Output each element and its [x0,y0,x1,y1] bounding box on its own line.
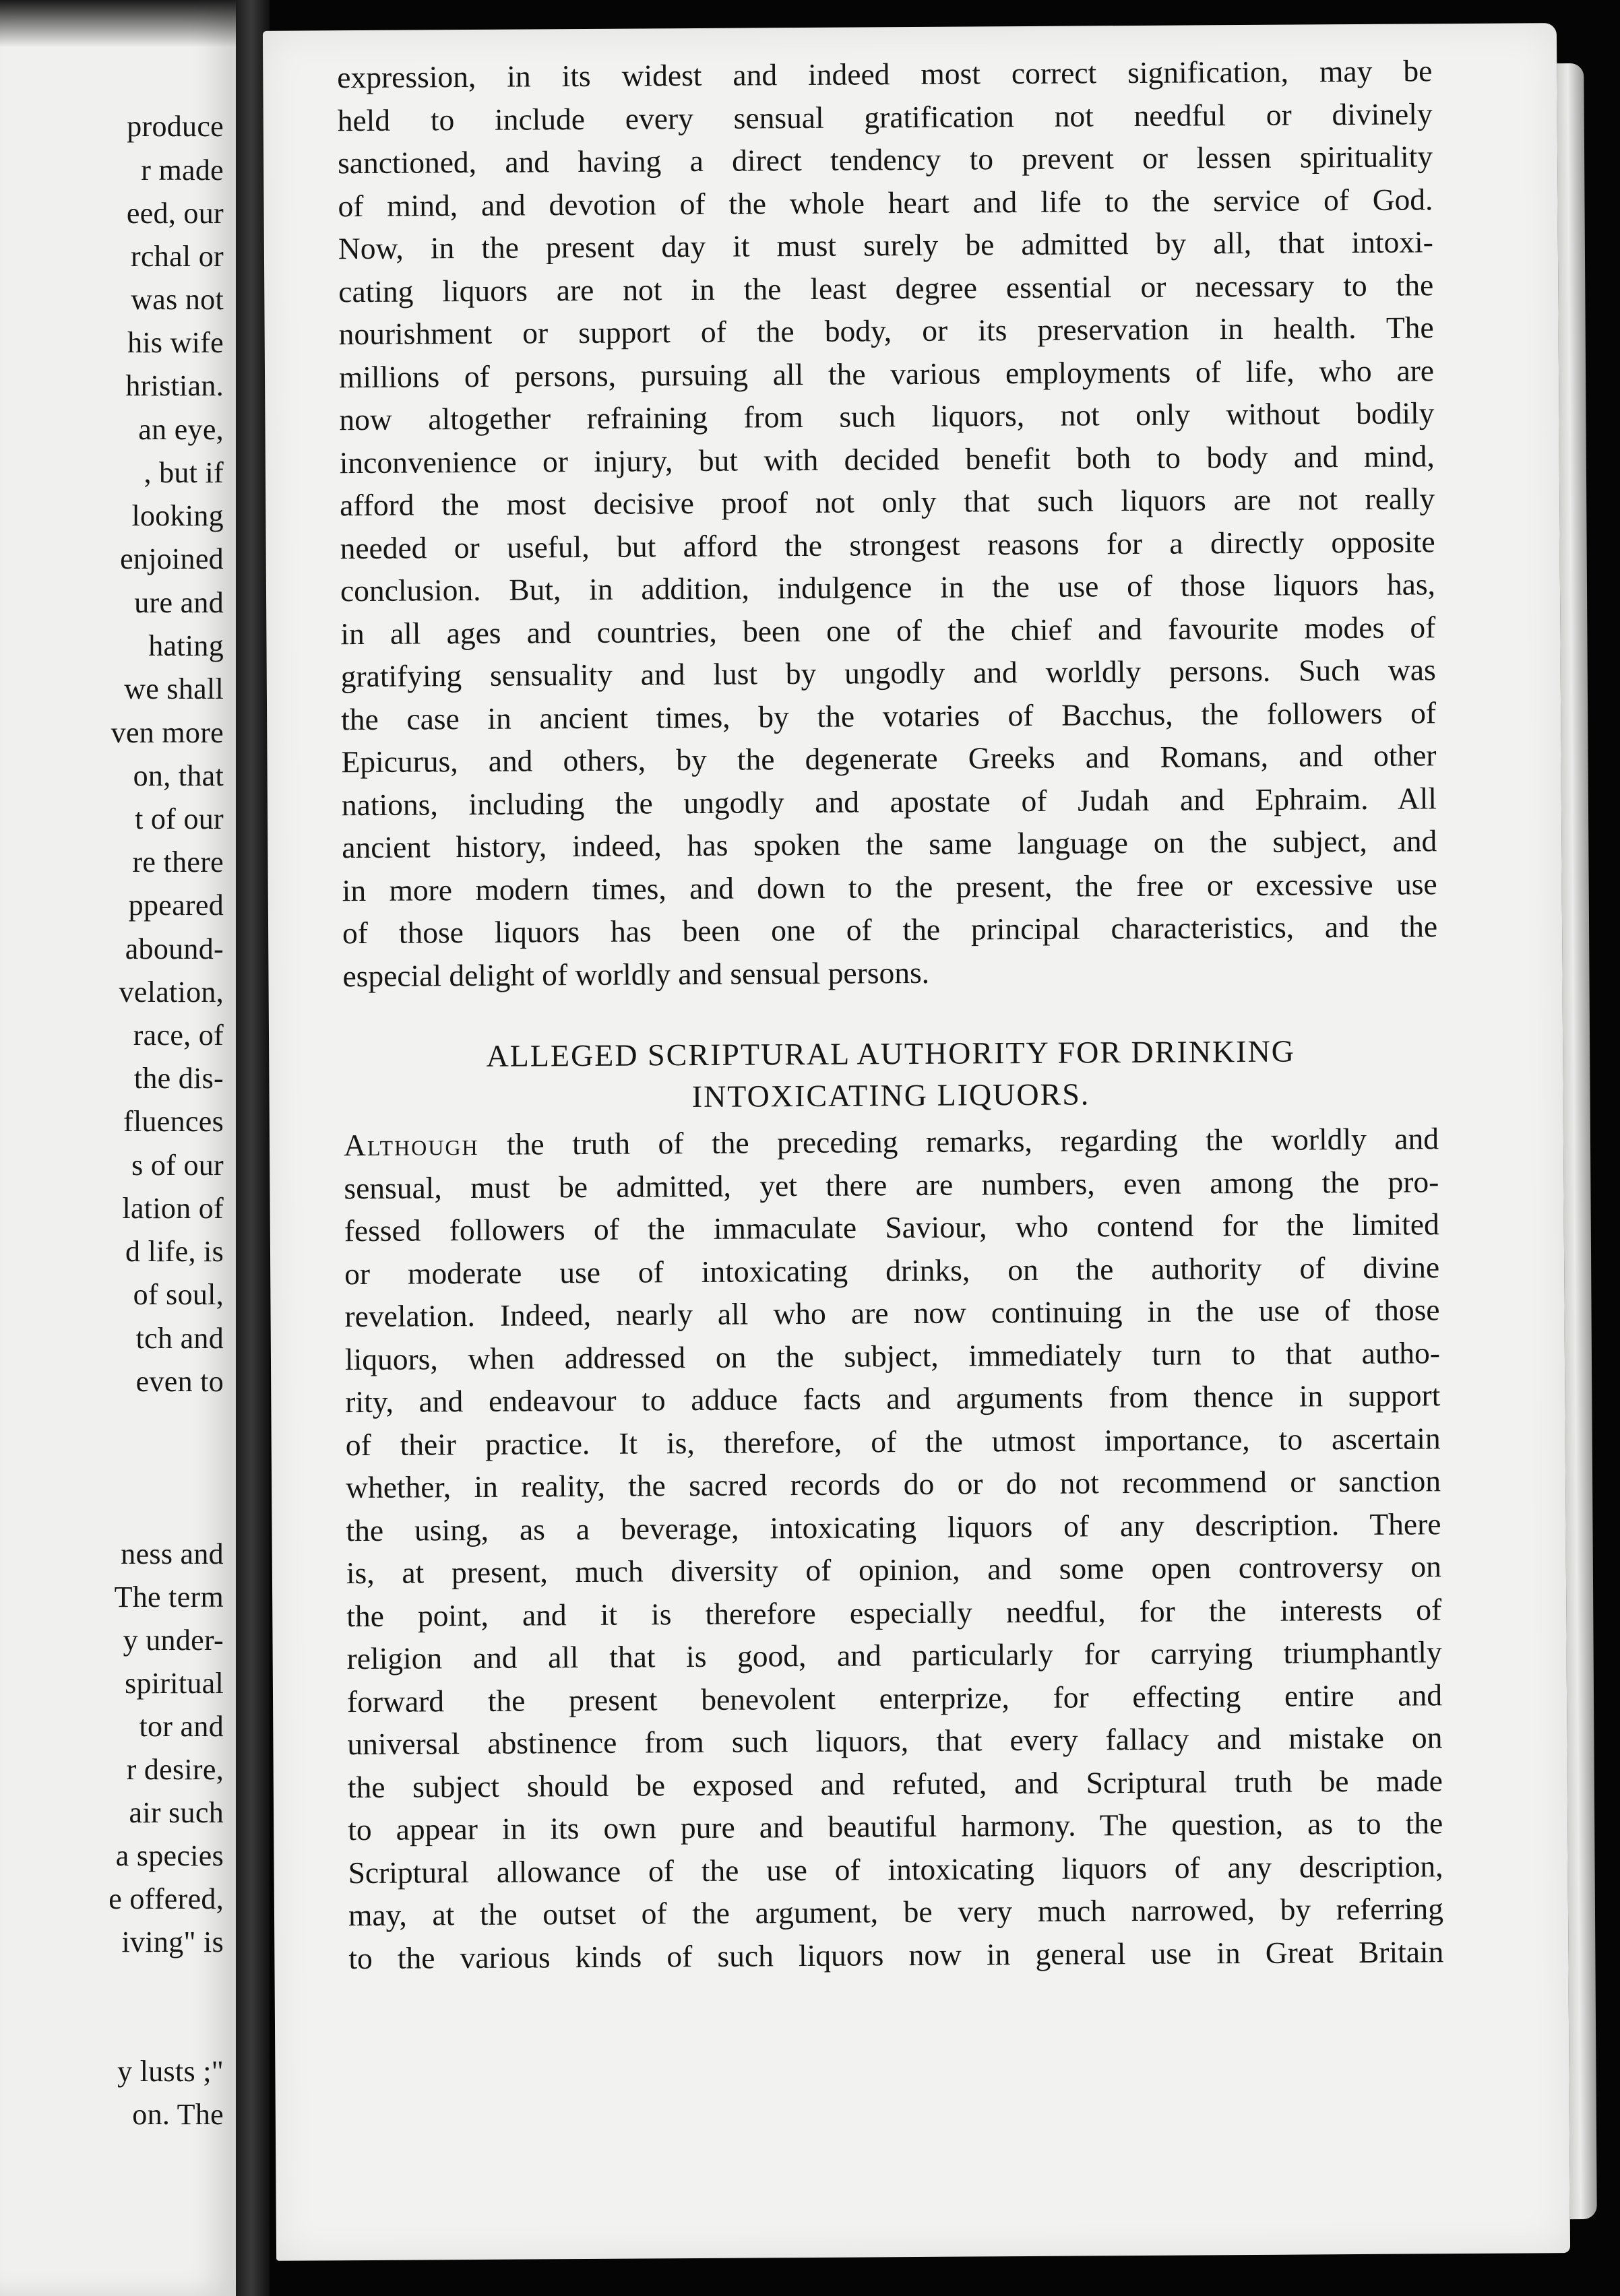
left-page-line: on, that [133,759,224,792]
page-body [337,49,1443,1979]
paragraph-intemperance [337,49,1438,997]
text-line: the case in ancient times, by the votaries of Bacchus, the followers of [340,695,1437,736]
left-page-line: r desire, [126,1753,224,1786]
left-page-line: r made [141,154,224,187]
left-page-line: eed, our [126,197,224,230]
text-line: in more modern times, and down to the present, the free or excessive use [342,866,1437,907]
left-page-line: lation of [122,1192,224,1225]
text-line: held to include every sensual gratification not needful or divinely [337,96,1433,137]
left-page-line: s of our [131,1149,224,1182]
left-page-line: hristian. [125,369,224,402]
text-line: revelation. Indeed, nearly all who are now continuing in the use of those [344,1292,1440,1334]
text-line: nourishment or support of the body, or its preservation in health. The [338,310,1434,352]
text-line: gratifying sensuality and lust by ungodly and worldly persons. Such was [340,652,1436,694]
left-page-line: tch and [135,1322,224,1355]
left-page-line: abound- [125,932,224,965]
text-line: sanctioned, and having a direct tendency to prevent or lessen spirituality [337,139,1433,181]
left-page-line: produce [127,110,224,143]
text-line: whether, in reality, the sacred records do or do not recommend or sanction [345,1463,1441,1505]
left-page-line: re there [132,846,224,879]
left-page-line: t of our [135,802,224,835]
right-page [263,23,1570,2261]
text-line: rity, and endeavour to adduce facts and arguments from thence in support [345,1378,1441,1420]
left-page-line: enjoined [120,542,224,575]
text-line: Scriptural allowance of the use of intoxicating liquors of any description, [348,1848,1443,1890]
left-page-line: e offered, [108,1882,224,1915]
left-page-line: The term [114,1581,224,1614]
text-line: fessed followers of the immaculate Saviour, who contend for the limited [344,1207,1439,1248]
text-line: especial delight of worldly and sensual persons. [342,955,930,993]
text-line: religion and all that is good, and particularly for carrying triumphantly [346,1634,1442,1676]
text-line: sensual, must be admitted, yet there are numbers, even among the pro- [344,1163,1439,1205]
paragraph-first-line [344,1117,1439,1166]
text-line: millions of persons, pursuing all the various employments of life, who are [338,352,1435,394]
text-line: nations, including the ungodly and apostate of Judah and Ephraim. All [341,780,1437,822]
text-line: to the various kinds of such liquors now in general use in Great Britain [348,1934,1444,1975]
left-page-line: the dis- [133,1062,224,1095]
section-heading [343,1029,1439,1120]
left-page-line: velation, [119,976,224,1009]
text-line: inconvenience or injury, but with decided benefit both to body and mind, [339,438,1435,480]
left-page-line: ven more [111,716,224,749]
left-page-line: we shall [124,672,224,705]
text-line: expression, in its widest and indeed most correct signification, may be [337,53,1433,95]
text-line: or moderate use of intoxicating drinks, on the authority of divine [344,1249,1440,1291]
left-page-line: ness and [121,1537,224,1570]
heading-line-2: INTOXICATING LIQUORS. [691,1077,1090,1114]
left-page-line: rchal or [131,240,224,273]
left-page-line: y under- [123,1624,224,1657]
text-line: the using, as a beverage, intoxicating liquors of any description. There [346,1506,1441,1548]
text-line: now altogether refraining from such liquors, not only without bodily [339,395,1435,437]
text-line: Epicurus, and others, by the degenerate Greeks and Romans, and other [341,738,1437,779]
left-page-line: ure and [134,586,224,619]
left-page-line: , but if [144,456,224,489]
text-line: afford the most decisive proof not only that such liquors are not really [340,481,1435,523]
text-line: cating liquors are not in the least degree essential or necessary to the [338,267,1434,309]
left-page-line: spiritual [125,1667,224,1700]
left-page-line: tor and [139,1710,224,1743]
left-page-line: fluences [123,1105,224,1138]
left-page-line: iving" is [121,1925,224,1958]
text-line: of those liquors has been one of the principal characteristics, and the [342,909,1438,951]
text-line: the point, and it is therefore especially needful, for the interests of [346,1591,1442,1633]
text-line: liquors, when addressed on the subject, immediately turn to that autho- [344,1335,1441,1376]
left-page-line: of soul, [133,1278,224,1311]
left-page-line: an eye, [138,413,224,446]
text-line: in all ages and countries, been one of the chief and favourite modes of [340,609,1436,651]
left-page-line: his wife [127,326,224,359]
text-line: Now, in the present day it must surely be admitted by all, that intoxi- [338,224,1434,266]
left-page-line: y lusts ;" [117,2055,224,2088]
left-page-line: even to [135,1365,224,1398]
text-line: may, at the outset of the argument, be very much narrowed, by referring [348,1891,1444,1933]
text-line: needed or useful, but afford the strongest reasons for a directly opposite [340,523,1435,565]
text-line: ancient history, indeed, has spoken the same language on the subject, and [342,823,1437,865]
text-line: of their practice. It is, therefore, of the utmost importance, to ascertain [345,1420,1441,1462]
text-line: the subject should be exposed and refuted, and Scriptural truth be made [347,1762,1443,1804]
page-edge-stack [1557,63,1597,2219]
text-line: of mind, and devotion of the whole heart and life to the service of God. [338,181,1433,223]
text-line: forward the present benevolent enterprize, for effecting entire and [346,1677,1443,1719]
torn-page-edge [0,0,236,47]
left-page-line: d life, is [125,1235,224,1268]
left-page-line: looking [131,499,224,532]
left-facing-page [0,0,236,2296]
text-line: is, at present, much diversity of opinion, and some open controversy on [346,1549,1442,1591]
text-line: universal abstinence from such liquors, that every fallacy and mistake on [347,1720,1443,1762]
left-page-line: ppeared [128,889,224,922]
heading-line-1: ALLEGED SCRIPTURAL AUTHORITY FOR DRINKING [486,1033,1296,1073]
left-page-line: on. The [132,2098,224,2131]
left-page-line: was not [131,283,224,316]
paragraph-scriptural-authority [344,1117,1444,1979]
left-page-line: race, of [133,1019,224,1052]
lead-word: Although [343,1126,479,1163]
left-page-line: air such [129,1796,224,1829]
left-page-line: hating [148,629,224,662]
text-line: conclusion. But, in addition, indulgence in the use of those liquors has, [340,567,1436,608]
first-line-rest: the truth of the preceding remarks, regarding the worldly and [478,1121,1439,1161]
text-line: to appear in its own pure and beautiful harmony. The question, as to the [348,1806,1443,1847]
left-page-line: a species [115,1839,224,1872]
